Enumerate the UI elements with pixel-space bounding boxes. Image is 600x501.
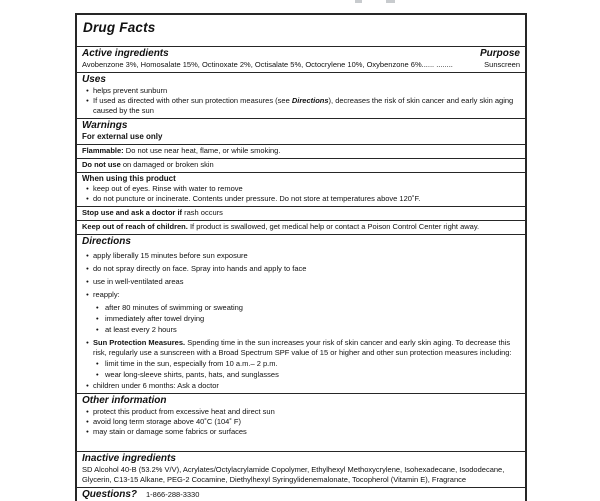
reapply-sublist bbox=[95, 303, 520, 335]
stop-use-row bbox=[77, 206, 525, 220]
when-using-item-text: keep out of eyes. Rinse with water to remove bbox=[93, 184, 243, 193]
bullet-icon: • bbox=[86, 427, 89, 436]
directions-item bbox=[82, 251, 520, 261]
do-not-use-row bbox=[77, 158, 525, 172]
sun-protection-subitem bbox=[95, 370, 520, 380]
bullet-icon: • bbox=[86, 96, 89, 105]
other-information-item bbox=[82, 407, 520, 417]
active-ingredients-list: Avobenzone 3%, Homosalate 15%, Octinoxate 2%, Octisalate 5%, Octocrylene 10%, Oxybenzone 6%...... ........ bbox=[82, 60, 453, 69]
sun-protection-subitem bbox=[95, 359, 520, 369]
do-not-use-label: Do not use bbox=[82, 160, 121, 169]
sun-protection-measures-label: Sun Protection Measures. bbox=[93, 338, 186, 347]
bullet-icon: • bbox=[86, 86, 89, 95]
purpose-heading: Purpose bbox=[479, 48, 520, 59]
bullet-icon: • bbox=[86, 184, 89, 193]
other-information-item bbox=[82, 417, 520, 427]
flammable-label: Flammable: bbox=[82, 146, 124, 155]
bullet-icon: • bbox=[86, 194, 89, 203]
directions-item-text: use in well-ventilated areas bbox=[93, 277, 184, 286]
drug-facts-panel bbox=[75, 13, 527, 501]
when-using-item bbox=[82, 194, 520, 204]
directions-item bbox=[82, 290, 520, 300]
reapply-item-text: after 80 minutes of swimming or sweating bbox=[105, 303, 243, 312]
uses-item-text: helps prevent sunburn bbox=[93, 86, 168, 95]
other-information-section bbox=[77, 393, 525, 451]
when-using-item bbox=[82, 184, 520, 194]
uses-item bbox=[82, 96, 520, 116]
do-not-use-text: on damaged or broken skin bbox=[120, 160, 214, 169]
directions-item bbox=[82, 277, 520, 287]
reapply-item bbox=[95, 303, 520, 313]
bullet-icon: • bbox=[96, 370, 99, 379]
bullet-icon: • bbox=[96, 359, 99, 368]
inactive-ingredients-heading: Inactive ingredients bbox=[82, 453, 176, 464]
cropped-header-artifact bbox=[386, 0, 395, 3]
bullet-icon: • bbox=[86, 407, 89, 416]
uses-section bbox=[77, 72, 525, 118]
bullet-icon: • bbox=[96, 325, 99, 334]
bullet-icon: • bbox=[86, 381, 89, 390]
bullet-icon: • bbox=[86, 417, 89, 426]
reapply-item bbox=[95, 314, 520, 324]
directions-item-text: do not spray directly on face. Spray into hands and apply to face bbox=[93, 264, 307, 273]
flammable-text: Do not use near heat, flame, or while smoking. bbox=[123, 146, 281, 155]
inactive-ingredients-list: SD Alcohol 40-B (53.2% V/V), Acrylates/Octylacrylamide Copolymer, Ethylhexyl Methoxycrylene, Isohexadecane, Isododecane, Glycerin, C13-15 Alkane, PEG-2 Cocamine, Diethylhexyl Syringylidenemalonate, Tocopherol (Vitamin E), Fragrance bbox=[82, 465, 505, 484]
other-information-item-text: protect this product from excessive heat and direct sun bbox=[93, 407, 275, 416]
when-using-item-text: do not puncture or incinerate. Contents under pressure. Do not store at temperatures above 120˚F. bbox=[93, 194, 421, 203]
drug-facts-title: Drug Facts bbox=[83, 20, 156, 35]
uses-heading: Uses bbox=[82, 74, 106, 85]
directions-section bbox=[77, 234, 525, 393]
questions-section bbox=[77, 487, 525, 501]
directions-item-text: apply liberally 15 minutes before sun exposure bbox=[93, 251, 248, 260]
other-information-item-text: avoid long term storage above 40˚C (104˚ F) bbox=[93, 417, 241, 426]
sun-protection-measures-text bbox=[93, 338, 520, 358]
bullet-icon: • bbox=[86, 251, 89, 260]
sun-protection-subitem-text: wear long-sleeve shirts, pants, hats, and sunglasses bbox=[105, 370, 279, 379]
warnings-heading: Warnings bbox=[82, 120, 128, 131]
purpose-value: Sunscreen bbox=[484, 60, 520, 69]
active-ingredients-section bbox=[77, 46, 525, 72]
reapply-item-text: at least every 2 hours bbox=[105, 325, 177, 334]
uses-item bbox=[82, 86, 520, 96]
drug-facts-title-row bbox=[77, 15, 525, 46]
stop-use-text: rash occurs bbox=[182, 208, 223, 217]
directions-item bbox=[82, 264, 520, 274]
uses-item-text-directions-ref: Directions bbox=[291, 96, 329, 105]
active-ingredients-heading-row bbox=[82, 48, 520, 60]
when-using-heading: When using this product bbox=[82, 174, 176, 183]
uses-item-text-post: ), decreases the risk of skin cancer and early skin aging caused by the sun bbox=[93, 96, 514, 115]
bullet-icon: • bbox=[86, 277, 89, 286]
active-ingredients-heading: Active ingredients bbox=[82, 48, 169, 59]
sun-protection-measures-item bbox=[82, 338, 520, 358]
keep-out-label: Keep out of reach of children. bbox=[82, 222, 188, 231]
reapply-item bbox=[95, 325, 520, 335]
questions-phone-number: 1-866-288-3330 bbox=[146, 490, 200, 499]
active-ingredients-value-row bbox=[82, 60, 520, 70]
questions-heading: Questions? bbox=[82, 489, 138, 500]
bullet-icon: • bbox=[86, 338, 89, 347]
uses-item-text-pre: If used as directed with other sun protection measures (see bbox=[93, 96, 292, 105]
bullet-icon: • bbox=[86, 290, 89, 299]
stop-use-label: Stop use and ask a doctor if bbox=[82, 208, 183, 217]
bullet-icon: • bbox=[86, 264, 89, 273]
directions-item bbox=[82, 381, 520, 391]
other-information-heading: Other information bbox=[82, 395, 167, 406]
sun-protection-subitem-text: limit time in the sun, especially from 10 a.m.– 2 p.m. bbox=[105, 359, 278, 368]
uses-item-text bbox=[93, 96, 520, 116]
sun-protection-measures-body: Spending time in the sun increases your risk of skin cancer and early skin aging. To decrease this risk, regularly use a sunscreen with a Broad Spectrum SPF value of 15 or higher and other sun protection measures including: bbox=[93, 338, 512, 357]
reapply-item-text: immediately after towel drying bbox=[105, 314, 205, 323]
keep-out-of-reach-row bbox=[77, 220, 525, 234]
when-using-section bbox=[77, 172, 525, 206]
bullet-icon: • bbox=[96, 303, 99, 312]
external-use-only-text: For external use only bbox=[82, 132, 163, 141]
inactive-ingredients-section bbox=[77, 451, 525, 487]
warnings-section bbox=[77, 118, 525, 144]
other-information-item bbox=[82, 427, 520, 437]
directions-heading: Directions bbox=[82, 236, 131, 247]
directions-item-text: reapply: bbox=[93, 290, 120, 299]
flammable-row bbox=[77, 144, 525, 158]
directions-item-text: children under 6 months: Ask a doctor bbox=[93, 381, 219, 390]
cropped-header-artifact bbox=[355, 0, 362, 3]
bullet-icon: • bbox=[96, 314, 99, 323]
other-information-item-text: may stain or damage some fabrics or surfaces bbox=[93, 427, 247, 436]
sun-protection-sublist bbox=[95, 359, 520, 380]
keep-out-text: If product is swallowed, get medical help or contact a Poison Control Center right away. bbox=[187, 222, 480, 231]
